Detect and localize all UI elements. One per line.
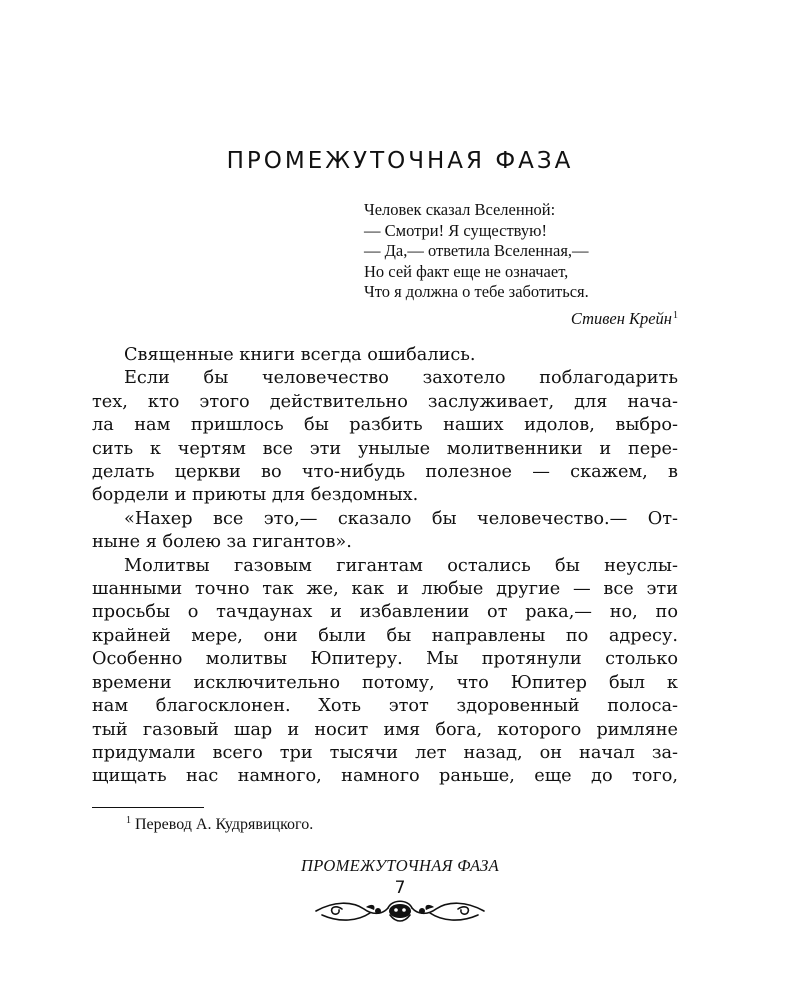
text-line: тех, кто этого действительно заслуживает, для нача- xyxy=(92,391,678,412)
text-line: Молитвы газовым гигантам остались бы неуслы- xyxy=(124,555,678,576)
text-line: делать церкви во что-нибудь полезное — скажем, в xyxy=(92,462,678,483)
epigraph-line: Человек сказал Вселенной: xyxy=(364,200,556,219)
text-line: Священные книги всегда ошибались. xyxy=(124,345,476,365)
text-line: шанными точно так же, как и любые другие — все эти xyxy=(92,579,678,600)
text-line: времени исключительно потому, что Юпитер был к xyxy=(92,672,678,693)
footnote-reference: 1 xyxy=(673,309,678,321)
footnote xyxy=(126,815,313,834)
text-line: бордели и приюты для бездомных. xyxy=(92,485,419,506)
footnote-divider xyxy=(92,807,204,808)
text-line: крайней мере, они были бы направлены по адресу. xyxy=(92,625,678,646)
epigraph-line: — Смотри! Я существую! xyxy=(364,220,547,240)
text-line: сить к чертям все эти унылые молитвенники и пере- xyxy=(92,438,678,459)
text-line: придумали всего три тысячи лет назад, он начал за- xyxy=(92,742,678,763)
text-line: нам благосклонен. Хоть этот здоровенный полоса- xyxy=(92,696,678,717)
footnote-mark: 1 xyxy=(126,815,131,826)
epigraph-line: Что я должна о тебе заботиться. xyxy=(364,282,589,301)
epigraph-author xyxy=(364,306,684,330)
text-line: Если бы человечество захотело поблагодарить xyxy=(124,368,678,389)
text-line: просьбы о тачдаунах и избавлении от рака,— но, по xyxy=(92,602,678,623)
text-line: ныне я болею за гигантов». xyxy=(92,532,352,553)
epigraph-line: Но сей факт еще не означает, xyxy=(364,261,569,281)
text-line: ла нам пришлось бы разбить наших идолов, выбро- xyxy=(92,415,678,436)
text-line: тый газовый шар и носит имя бога, которого римляне xyxy=(92,719,678,740)
epigraph-author-name: Стивен Крейн xyxy=(570,308,672,328)
chapter-title: ПРОМЕЖУТОЧНАЯ ФАЗА xyxy=(226,148,574,175)
footnote-text: Перевод А. Кудрявицкого. xyxy=(135,816,314,833)
flourish-ornament-icon xyxy=(312,893,488,927)
page-number: 7 xyxy=(394,878,406,898)
body-text xyxy=(92,344,678,789)
text-line: Особенно молитвы Юпитеру. Мы протянули столько xyxy=(92,649,678,670)
epigraph xyxy=(364,200,684,329)
epigraph-line: — Да,— ответила Вселенная,— xyxy=(364,241,589,260)
text-line: «Нахер все это,— сказало бы человечество.— От- xyxy=(124,508,678,529)
running-title: ПРОМЕЖУТОЧНАЯ ФАЗА xyxy=(301,856,499,875)
text-line: щищать нас намного, намного раньше, еще до того, xyxy=(92,766,678,787)
